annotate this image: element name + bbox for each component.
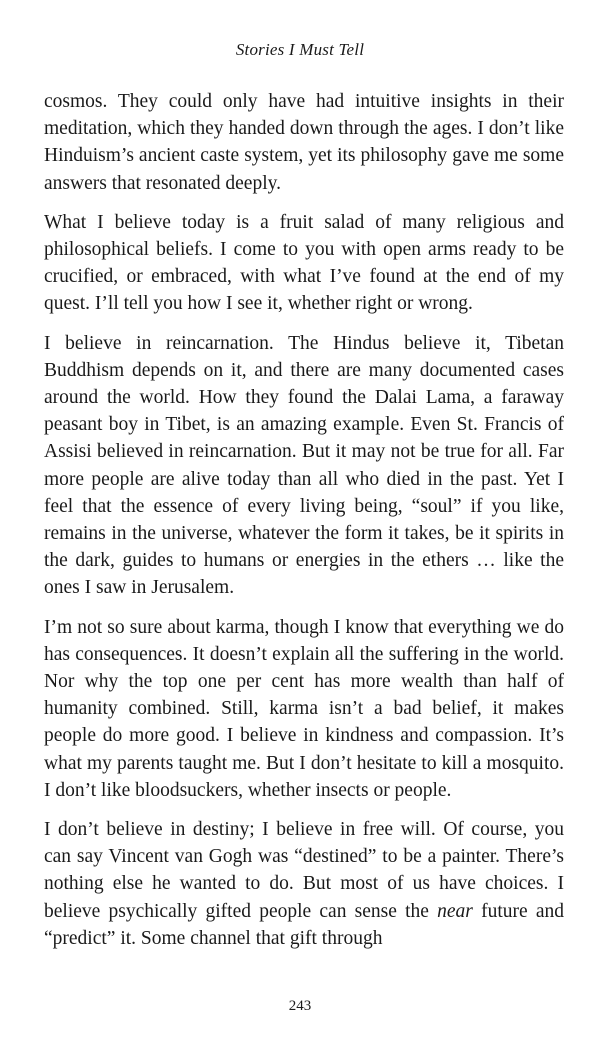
paragraph-5-text-end: future and “predict” it. Some channel that gift through [44, 900, 564, 949]
paragraph-1: cosmos. They could only have had intuitive insights in their meditation, which they handed down through the ages. I don’t like Hinduism’s ancient caste system, yet its philosophy gave me some answers that resonated deeply. [44, 91, 564, 194]
body-text [44, 88, 564, 952]
running-head-title: Stories I Must Tell [235, 40, 365, 59]
paragraph-5-text-start: I don’t believe in destiny; I believe in free will. Of course, you can say Vincent van Gogh was “destined” to be a painter. There’s nothing else he wanted to do. But most of us have choices. I believe psychically gifted people can sense the [44, 819, 564, 922]
paragraph-2: What I believe today is a fruit salad of many religious and philosophical beliefs. I come to you with open arms ready to be crucified, or embraced, with what I’ve found at the end of my quest. I’ll tell you how I see it, whether right or wrong. [44, 211, 564, 315]
paragraph-5 [44, 816, 564, 952]
paragraph-4: I’m not so sure about karma, though I know that everything we do has consequences. It doesn’t explain all the suffering in the world. Nor why the top one per cent has more wealth than half of humanity combined. Still, karma isn’t a bad belief, it makes people do more good. I believe in kindness and compassion. It’s what my parents taught me. But I don’t hesitate to kill a mosquito. I don’t like bloodsuckers, whether insects or people. [44, 616, 564, 801]
paragraph-3: I believe in reincarnation. The Hindus believe it, Tibetan Buddhism depends on it, and there are many documented cases around the world. How they found the Dalai Lama, a faraway peasant boy in Tibet, is an amazing example. Even St. Francis of Assisi believed in reincarnation. But it may not be true for all. Far more people are alive today than all who died in the past. Yet I feel that the essence of every living being, “soul” if you like, remains in the universe, whatever the form it takes, be it spirits in the dark, guides to humans or energies in the ethers … like the ones I saw in Jerusalem. [44, 332, 564, 599]
paragraph-5-italic-word: near [437, 900, 473, 922]
page-number: 243 [288, 998, 312, 1014]
